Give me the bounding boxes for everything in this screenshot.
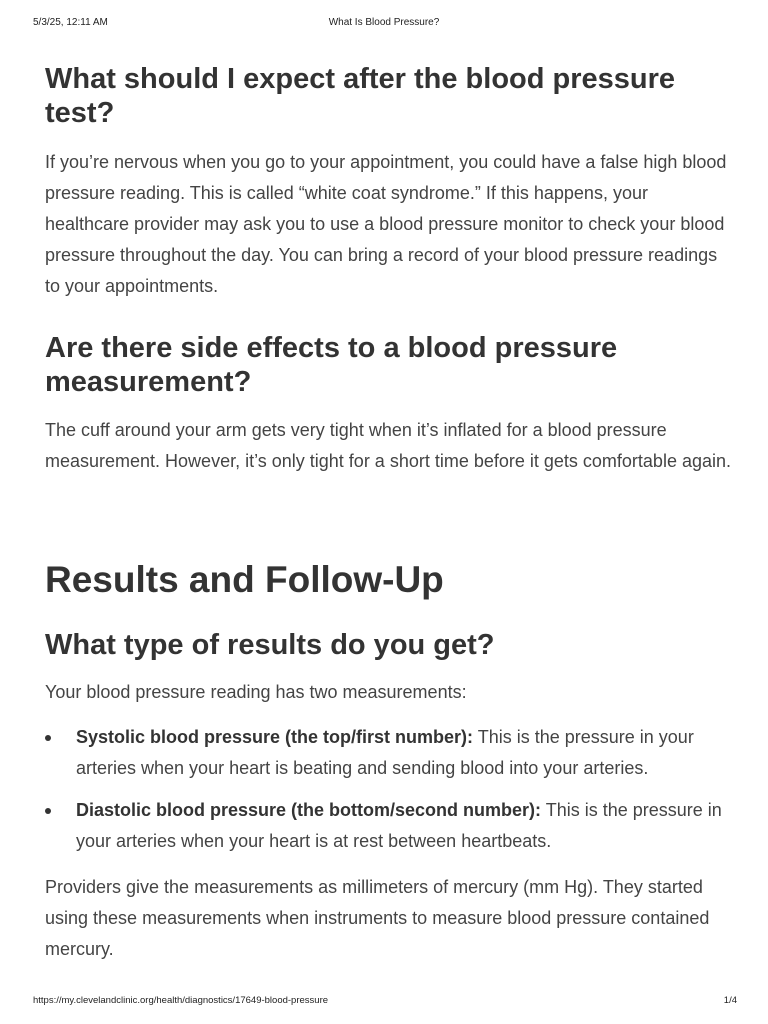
print-datetime: 5/3/25, 12:11 AM (33, 17, 108, 28)
print-page-title: What Is Blood Pressure? (328, 17, 440, 28)
heading-expect-after-test: What should I expect after the blood pressure test? (45, 63, 676, 129)
description-diastolic: This is the pressure in your arteries when your heart is at rest between heartbeats. (76, 800, 722, 851)
list-item-diastolic (45, 795, 735, 857)
print-header (33, 17, 735, 31)
term-systolic: Systolic blood pressure (the top/first number): (76, 727, 474, 747)
heading-results-follow-up: Results and Follow-Up (45, 559, 444, 600)
paragraph-units: Providers give the measurements as millimeters of mercury (mm Hg). They started using these measurements when instruments to measure blood pressure contained mercury. (45, 877, 710, 959)
term-diastolic: Diastolic blood pressure (the bottom/second number): (76, 800, 542, 820)
print-footer (33, 995, 737, 1009)
paragraph-expect-after-test: If you’re nervous when you go to your appointment, you could have a false high blood pressure reading. This is called “white coat syndrome.” If this happens, your healthcare provider may ask you to use a blood pressure monitor to check your blood pressure throughout the day. You can bring a record of your blood pressure readings to your appointments. (45, 152, 727, 296)
heading-results-type: What type of results do you get? (45, 629, 495, 661)
bullet-icon (45, 735, 51, 741)
heading-side-effects: Are there side effects to a blood pressure measurement? (45, 332, 618, 398)
paragraph-results-intro: Your blood pressure reading has two measurements: (45, 682, 467, 702)
print-page-count: 1/4 (723, 995, 737, 1006)
list-item-systolic (45, 722, 735, 784)
bullet-icon (45, 808, 51, 814)
description-systolic: This is the pressure in your arteries when your heart is beating and sending blood into your arteries. (76, 727, 694, 778)
print-url: https://my.clevelandclinic.org/health/diagnostics/17649-blood-pressure (33, 995, 329, 1006)
paragraph-side-effects: The cuff around your arm gets very tight when it’s inflated for a blood pressure measurement. However, it’s only tight for a short time before it gets comfortable again. (45, 420, 731, 471)
measurements-list (45, 722, 735, 857)
